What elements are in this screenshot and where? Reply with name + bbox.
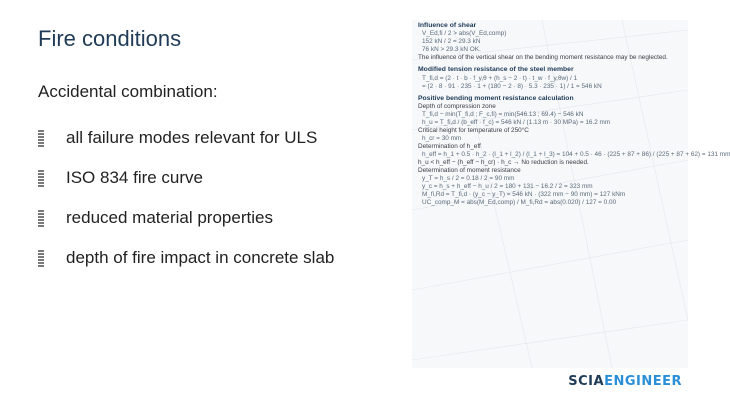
- bullet-marker-icon: [38, 210, 44, 227]
- bullet-item: [38, 238, 334, 278]
- calc-formula-line: T_fi,d = (2 · t · b · f_y,θ + (h_s − 2 · t) · t_w · f_y,θw) / 1: [422, 74, 578, 82]
- slide-title: Fire conditions: [38, 26, 182, 51]
- calc-text-line: The influence of the vertical shear on the bending moment resistance may be neglected.: [418, 54, 668, 62]
- calc-heading: Influence of shear: [418, 22, 477, 29]
- calc-text-line: h_u < h_eff − (h_eff − h_cr) · h_c → No reduction is needed.: [418, 159, 589, 167]
- calc-formula-line: y_T = h_s / 2 = 0.18 / 2 = 90 mm: [422, 175, 515, 183]
- slide-subtitle: Accidental combination:: [38, 82, 218, 101]
- calc-formula-line: h_u = T_fi,d / (b_eff · f_c) = 546 kN / (1.13 m · 30 MPa) = 16.2 mm: [422, 119, 611, 127]
- calc-formula-line: UC_comp_M = abs(M_Ed,comp) / M_fi,Rd = abs(0.020) / 127 = 0.00: [422, 199, 617, 207]
- calc-formula-line: 152 kN / 2 = 29.3 kN: [422, 38, 481, 46]
- bullet-item: [38, 198, 334, 238]
- bullet-item: [38, 158, 334, 198]
- bullet-text: reduced material properties: [66, 208, 273, 227]
- calc-text-line: Depth of compression zone: [418, 103, 496, 111]
- calc-formula-line: T_fi,d − min(T_fi,d ; F_c,fi) = min(546.13 ; 69.4) − 546 kN: [422, 111, 584, 119]
- bullet-text: all failure modes relevant for ULS: [66, 128, 318, 147]
- scia-engineer-logo: [568, 374, 682, 389]
- bullet-list: [38, 118, 334, 278]
- logo-part-scia: SCIA: [568, 374, 605, 389]
- calc-formula-line: h_cr = 30 mm: [422, 135, 462, 143]
- calc-heading: Positive bending moment resistance calculation: [418, 94, 574, 102]
- calc-heading: Modified tension resistance of the steel member: [418, 66, 574, 74]
- calc-formula-line: V_Ed,fi / 2 > abs(V_Ed,comp): [422, 30, 507, 38]
- calc-formula-line: M_fi,Rd = T_fi,d · (y_c − y_T) = 546 kN · (322 mm − 90 mm) = 127 kNm: [422, 191, 626, 199]
- calc-formula-line: = (2 · 8 · 91 · 235 · 1 + (180 − 2 · 8) · 5.3 · 235 · 1) / 1 = 546 kN: [422, 82, 602, 90]
- calc-formula-line: 76 kN > 29.3 kN OK.: [422, 46, 481, 54]
- bullet-marker-icon: [38, 170, 44, 187]
- calc-formula-line: h_eff = h_1 + 0.5 · h_2 · (l_1 + l_2) / (l_1 + l_3) = 104 + 0.5 · 46 · (225 + 87 + 86) / (225 + 87 + 62) = 131 mm: [422, 151, 730, 159]
- calc-text-line: Determination of h_eff: [418, 143, 481, 151]
- logo-part-engineer: ENGINEER: [604, 374, 682, 389]
- calc-formula-line: y_c = h_s + h_eff − h_u / 2 = 180 + 131 − 16.2 / 2 = 323 mm: [422, 183, 593, 191]
- calculation-text: [418, 22, 730, 207]
- calc-text-line: Critical height for temperature of 250°C: [418, 127, 529, 135]
- bullet-marker-icon: [38, 130, 44, 147]
- bullet-marker-icon: [38, 250, 44, 267]
- calculation-screenshot-panel: [412, 20, 730, 368]
- bullet-text: depth of fire impact in concrete slab: [66, 248, 335, 267]
- calc-text-line: Determination of moment resistance: [418, 167, 521, 175]
- bullet-text: ISO 834 fire curve: [66, 168, 204, 187]
- bullet-item: [38, 118, 334, 158]
